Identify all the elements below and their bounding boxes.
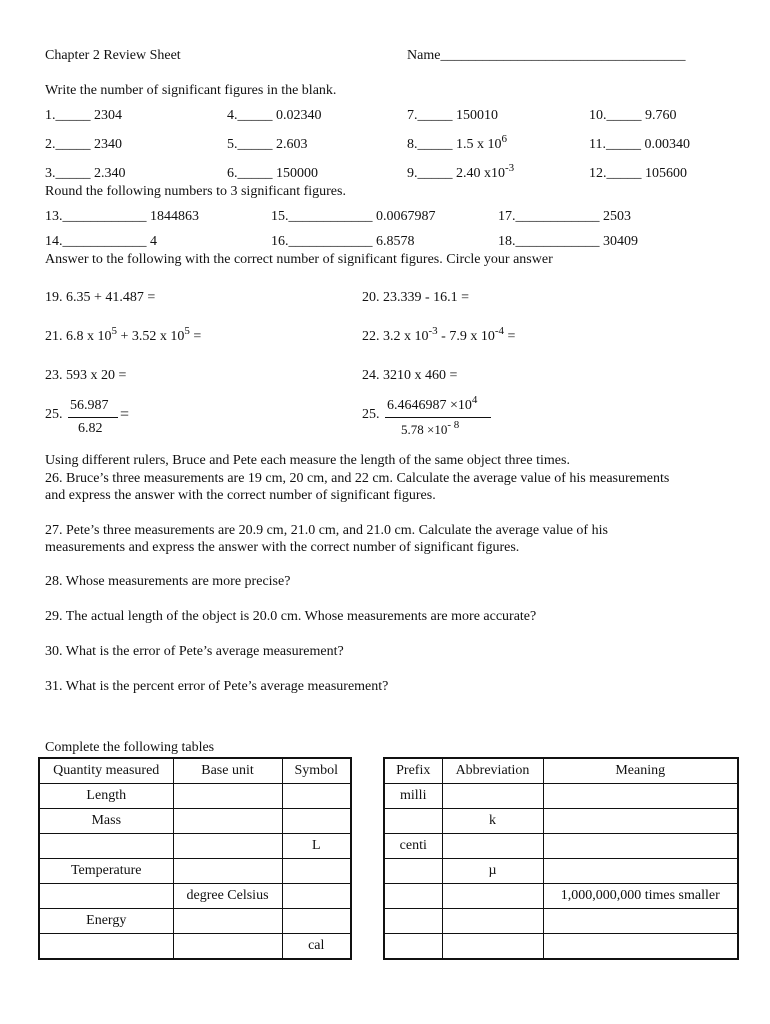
units-header-row (39, 758, 351, 784)
question-28: 28. Whose measurements are more precise? (45, 574, 291, 589)
table-cell[interactable] (282, 884, 351, 909)
sigfig-item: 9._____ 2.40 $x10^{-3}$ (407, 162, 515, 181)
question-26-line2: and express the answer with the correct number of significant figures. (45, 488, 436, 503)
table-cell[interactable] (442, 784, 543, 809)
table-cell: degree Celsius (173, 884, 282, 909)
question-27-line2: measurements and express the answer with the correct number of significant figures. (45, 540, 520, 555)
table-cell: Energy (39, 909, 173, 934)
fraction-bar (68, 417, 118, 418)
question-25b-fraction (385, 394, 491, 440)
table-cell[interactable] (384, 909, 442, 934)
table-cell: µ (442, 859, 543, 884)
rounding-item: 13.____________ 1844863 (45, 209, 199, 224)
answer-blank[interactable]: _____ (417, 137, 453, 152)
table-cell[interactable] (543, 859, 738, 884)
table-cell[interactable] (39, 834, 173, 859)
answer-blank[interactable]: _____ (606, 108, 642, 123)
fraction-bar (385, 417, 491, 418)
fraction-numerator: $6.4646987 \times 10^4$ (387, 394, 478, 413)
sigfig-item: 5._____ 2.603 (227, 137, 308, 152)
table-cell: centi (384, 834, 442, 859)
answer-blank[interactable]: ____________ (62, 209, 147, 224)
answer-blank[interactable]: _____ (606, 166, 642, 181)
question-30: 30. What is the error of Pete’s average measurement? (45, 644, 344, 659)
question-20: 20. 23.339 - 16.1 = (362, 290, 470, 305)
sigfig-item: 7._____ 150010 (407, 108, 498, 123)
table-cell[interactable] (39, 884, 173, 909)
answer-blank[interactable]: _____ (417, 166, 453, 181)
answer-blank[interactable]: _____ (237, 137, 273, 152)
table-row (39, 934, 351, 960)
sigfig-item: 6._____ 150000 (227, 166, 318, 181)
table-cell[interactable] (282, 909, 351, 934)
answer-blank[interactable]: ____________ (288, 209, 373, 224)
table-cell: cal (282, 934, 351, 960)
table-cell[interactable] (282, 809, 351, 834)
rounding-item: 15.____________ 0.0067987 (271, 209, 436, 224)
sigfig-item: 8._____ 1.5 x $10^6$ (407, 133, 507, 152)
table-cell: Mass (39, 809, 173, 834)
answer-blank[interactable]: _____ (55, 166, 91, 181)
question-31: 31. What is the percent error of Pete’s average measurement? (45, 679, 389, 694)
answer-blank[interactable]: _____ (237, 108, 273, 123)
table-row (39, 859, 351, 884)
table-row (384, 809, 738, 834)
table-row (39, 884, 351, 909)
table-row (384, 859, 738, 884)
rounding-item: 17.____________ 2503 (498, 209, 631, 224)
table-cell: 1,000,000,000 times smaller (543, 884, 738, 909)
table-cell: k (442, 809, 543, 834)
prefixes-header-cell: Prefix (384, 758, 442, 784)
question-19: 19. 6.35 + 41.487 = (45, 290, 156, 305)
table-row (384, 884, 738, 909)
measurement-intro: Using different rulers, Bruce and Pete each measure the length of the same object three times. (45, 453, 570, 468)
table-cell[interactable] (282, 784, 351, 809)
table-cell[interactable] (173, 934, 282, 960)
table-cell[interactable] (173, 809, 282, 834)
table-cell[interactable] (543, 934, 738, 960)
units-header-cell: Base unit (173, 758, 282, 784)
table-cell[interactable] (39, 934, 173, 960)
table-cell: Length (39, 784, 173, 809)
sigfig-item: 4._____ 0.02340 (227, 108, 322, 123)
prefixes-header-cell: Abbreviation (442, 758, 543, 784)
fraction-denominator: 6.82 (78, 421, 103, 436)
question-25a-fraction (68, 396, 118, 440)
prefixes-header-row (384, 758, 738, 784)
table-cell[interactable] (282, 859, 351, 884)
table-row (39, 834, 351, 859)
tables-instruction: Complete the following tables (45, 740, 215, 755)
name-blank[interactable]: ___________________________________ (440, 48, 686, 63)
answer-blank[interactable]: _____ (55, 108, 91, 123)
sigfig-item: 10._____ 9.760 (589, 108, 677, 123)
table-cell[interactable] (384, 859, 442, 884)
table-cell[interactable] (384, 809, 442, 834)
table-cell[interactable] (442, 909, 543, 934)
answer-blank[interactable]: _____ (417, 108, 453, 123)
sigfig-item: 2._____ 2340 (45, 137, 122, 152)
sigfig-item: 1._____ 2304 (45, 108, 122, 123)
sigfig-item: 12._____ 105600 (589, 166, 687, 181)
name-label: Name (407, 48, 441, 63)
units-header-cell: Quantity measured (39, 758, 173, 784)
worksheet-title: Chapter 2 Review Sheet (45, 48, 181, 63)
section2-instruction: Round the following numbers to 3 significant figures. (45, 184, 346, 199)
answer-blank[interactable]: ____________ (515, 209, 600, 224)
units-table (38, 757, 352, 960)
table-cell: Temperature (39, 859, 173, 884)
fraction-numerator: 56.987 (70, 398, 109, 413)
table-row (384, 909, 738, 934)
sigfig-item: 3._____ 2.340 (45, 166, 126, 181)
table-cell[interactable] (543, 809, 738, 834)
table-cell[interactable] (384, 884, 442, 909)
table-cell[interactable] (173, 859, 282, 884)
question-25a-label: 25. (45, 407, 63, 422)
table-cell[interactable] (173, 834, 282, 859)
prefixes-table (383, 757, 739, 960)
question-29: 29. The actual length of the object is 20.0 cm. Whose measurements are more accurate? (45, 609, 537, 624)
table-cell[interactable] (442, 834, 543, 859)
rounding-item: 14.____________ 4 (45, 234, 157, 249)
table-cell[interactable] (543, 909, 738, 934)
question-22: 22. 3.2 x $10^{-3} - 7.9$ x $10^{-4}$ = (362, 325, 516, 344)
table-cell[interactable] (543, 834, 738, 859)
table-cell[interactable] (173, 784, 282, 809)
table-row (39, 809, 351, 834)
equals-sign: = (120, 406, 130, 423)
answer-blank[interactable]: ____________ (515, 234, 600, 249)
table-cell[interactable] (173, 909, 282, 934)
question-21: 21. 6.8 x $10^5 + 3.52$ x $10^5$ = (45, 325, 202, 344)
answer-blank[interactable]: ____________ (62, 234, 147, 249)
question-26-line1: 26. Bruce’s three measurements are 19 cm, 20 cm, and 22 cm. Calculate the average value of his measurements (45, 471, 670, 486)
rounding-item: 16.____________ 6.8578 (271, 234, 415, 249)
question-27-line1: 27. Pete’s three measurements are 20.9 cm, 21.0 cm, and 21.0 cm. Calculate the average value of his (45, 523, 608, 538)
answer-blank[interactable]: _____ (605, 137, 641, 152)
question-24: 24. 3210 x 460 = (362, 368, 458, 383)
answer-blank[interactable]: ____________ (288, 234, 373, 249)
answer-blank[interactable]: _____ (237, 166, 273, 181)
table-cell[interactable] (543, 784, 738, 809)
table-row (384, 834, 738, 859)
table-cell[interactable] (384, 934, 442, 960)
question-23: 23. 593 x 20 = (45, 368, 127, 383)
units-header-cell: Symbol (282, 758, 351, 784)
question-25b-label: 25. (362, 407, 380, 422)
fraction-denominator: $5.78 \times 10^{- 8}$ (401, 419, 460, 437)
table-cell: L (282, 834, 351, 859)
sigfig-item: 11._____ 0.00340 (589, 137, 690, 152)
table-cell: milli (384, 784, 442, 809)
table-row (39, 784, 351, 809)
name-field[interactable] (407, 48, 685, 64)
rounding-item: 18.____________ 30409 (498, 234, 638, 249)
prefixes-header-cell: Meaning (543, 758, 738, 784)
table-row (39, 909, 351, 934)
table-row (384, 934, 738, 960)
answer-blank[interactable]: _____ (55, 137, 91, 152)
section3-instruction: Answer to the following with the correct number of significant figures. Circle your answer (45, 252, 553, 267)
section1-instruction: Write the number of significant figures in the blank. (45, 83, 337, 98)
table-cell[interactable] (442, 934, 543, 960)
table-cell[interactable] (442, 884, 543, 909)
table-row (384, 784, 738, 809)
